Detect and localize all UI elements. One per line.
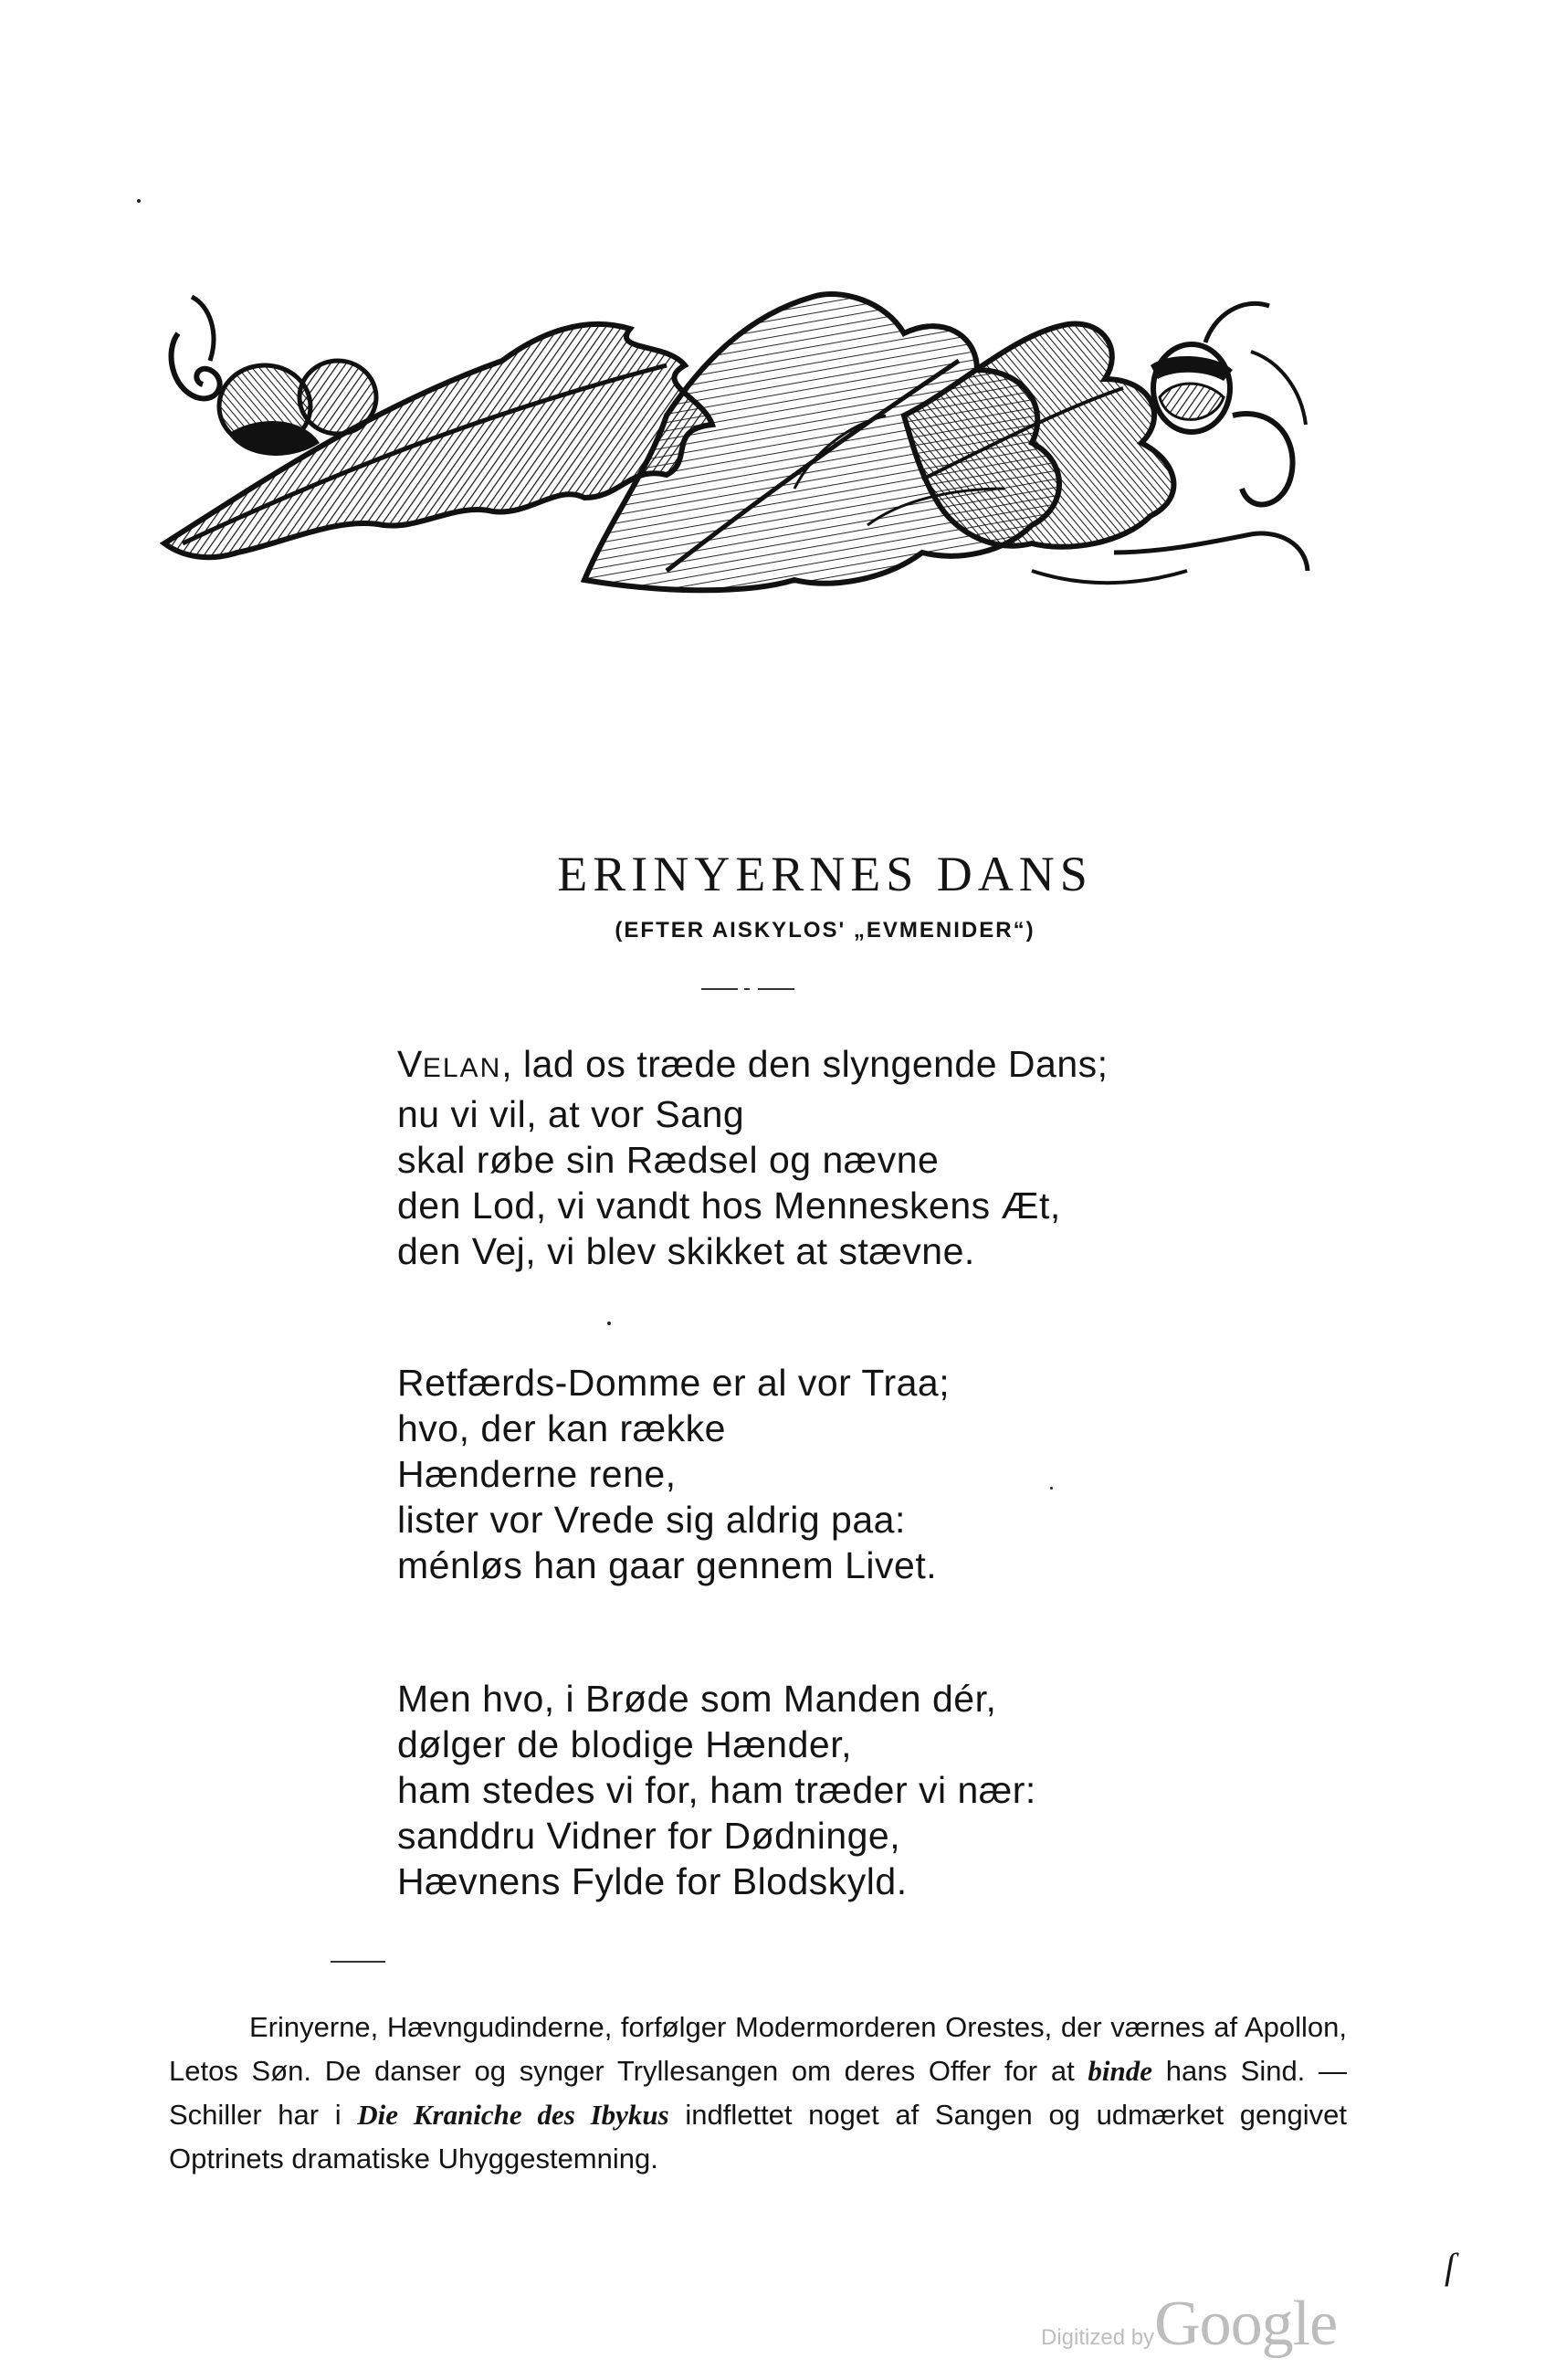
verse-line: den Lod, vi vandt hos Menneskens Æt, (397, 1185, 1061, 1227)
title-rule (744, 988, 750, 990)
verse-line: Men hvo, i Brøde som Manden dér, (397, 1678, 997, 1720)
footnote-text: hans Sind. — Schiller har i (169, 2055, 1347, 2131)
oak-leaf-ornament-icon (155, 279, 1315, 594)
stray-dot (137, 199, 141, 203)
verse-line: ham stedes vi for, ham træder vi nær: (397, 1769, 1036, 1811)
verse-line: hvo, der kan række (397, 1407, 726, 1449)
corner-mark: ſ (1445, 2246, 1456, 2287)
verse-line: skal røbe sin Rædsel og nævne (397, 1139, 940, 1181)
title-rule (758, 988, 794, 990)
verse-line: lister vor Vrede sig aldrig paa: (397, 1499, 906, 1541)
verse-line: Hænderne rene, (397, 1453, 677, 1495)
watermark-prefix: Digitized by (1041, 2325, 1155, 2350)
verse-line (397, 1041, 1109, 1091)
poem-title: ERINYERNES DANS (557, 847, 1093, 902)
verse-line: dølger de blodige Hænder, (397, 1723, 852, 1765)
verse-line: den Vej, vi blev skikket at stævne. (397, 1230, 975, 1272)
footnote-italic: binde (1088, 2055, 1153, 2087)
footnote-rule (331, 1961, 385, 1963)
verse-line: ménløs han gaar gennem Livet. (397, 1544, 938, 1586)
verse-line: Retfærds-Domme er al vor Traa; (397, 1362, 951, 1404)
stanza-1 (397, 1041, 1109, 1274)
footnote-text: indflettet noget af Sangen og udmærket gengivet Optrinets dramatiske Uhyggestemning. (169, 2099, 1347, 2175)
footnote-text: Erinyerne, Hævngudinderne, forfølger Modermorderen Orestes, der værnes af Apollon, Letos Søn. De danser og synger Tryllesangen om deres Offer for at (169, 2011, 1347, 2087)
digitized-watermark (1041, 2288, 1337, 2361)
footnote-italic: Die Kraniche des Ibykus (357, 2099, 669, 2131)
small-caps-word: ELAN (422, 1053, 502, 1083)
watermark-brand: Google (1154, 2289, 1338, 2359)
stanza-3 (397, 1676, 1036, 1904)
poem-subtitle: (EFTER AISKYLOS' „EVMENIDER“) (615, 918, 1035, 943)
stray-dot (607, 1322, 611, 1325)
stanza-2 (397, 1360, 950, 1588)
footnote (169, 2006, 1347, 2181)
verse-line: sanddru Vidner for Dødninge, (397, 1815, 901, 1857)
title-rule (701, 988, 738, 990)
verse-line: nu vi vil, at vor Sang (397, 1093, 745, 1135)
initial-letter: V (397, 1043, 423, 1085)
verse-line-text: , lad os træde den slyngende Dans; (501, 1043, 1109, 1085)
stray-dot (1050, 1487, 1053, 1490)
verse-line: Hævnens Fylde for Blodskyld. (397, 1860, 908, 1902)
